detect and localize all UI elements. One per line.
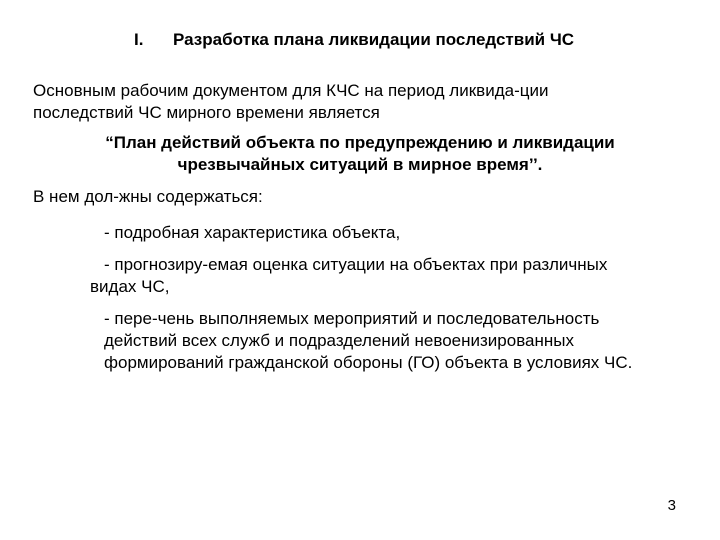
list-item bbox=[104, 222, 400, 244]
list-item bbox=[104, 308, 632, 374]
list-item-line: действий всех служб и подразделений невоенизированных bbox=[104, 331, 574, 350]
content-lead: В нем дол-жны содержаться: bbox=[33, 187, 263, 206]
list-item-line: - пере-чень выполняемых мероприятий и последовательность bbox=[104, 309, 600, 328]
intro-line: последствий ЧС мирного времени является bbox=[33, 103, 380, 122]
list-item-line: видах ЧС, bbox=[90, 277, 170, 296]
section-heading bbox=[0, 30, 720, 54]
quote-line: чрезвычайных ситуаций в мирное время’’. bbox=[177, 155, 543, 174]
list-item-line: формирований гражданской обороны (ГО) объекта в условиях ЧС. bbox=[104, 353, 633, 372]
page-number: 3 bbox=[667, 497, 676, 514]
section-title: Разработка плана ликвидации последствий ЧС bbox=[173, 30, 575, 49]
section-number: I. bbox=[134, 30, 144, 49]
quote-line: “План действий объекта по предупреждению и ликвидации bbox=[105, 133, 615, 152]
list-item-line: - подробная характеристика объекта, bbox=[104, 223, 401, 242]
intro-paragraph bbox=[33, 80, 693, 124]
list-item bbox=[90, 254, 608, 298]
plan-title-quote bbox=[60, 132, 660, 176]
list-item-line: - прогнозиру-емая оценка ситуации на объектах при различных bbox=[104, 255, 608, 274]
intro-line: Основным рабочим документом для КЧС на период ликвида-ции bbox=[33, 81, 549, 100]
